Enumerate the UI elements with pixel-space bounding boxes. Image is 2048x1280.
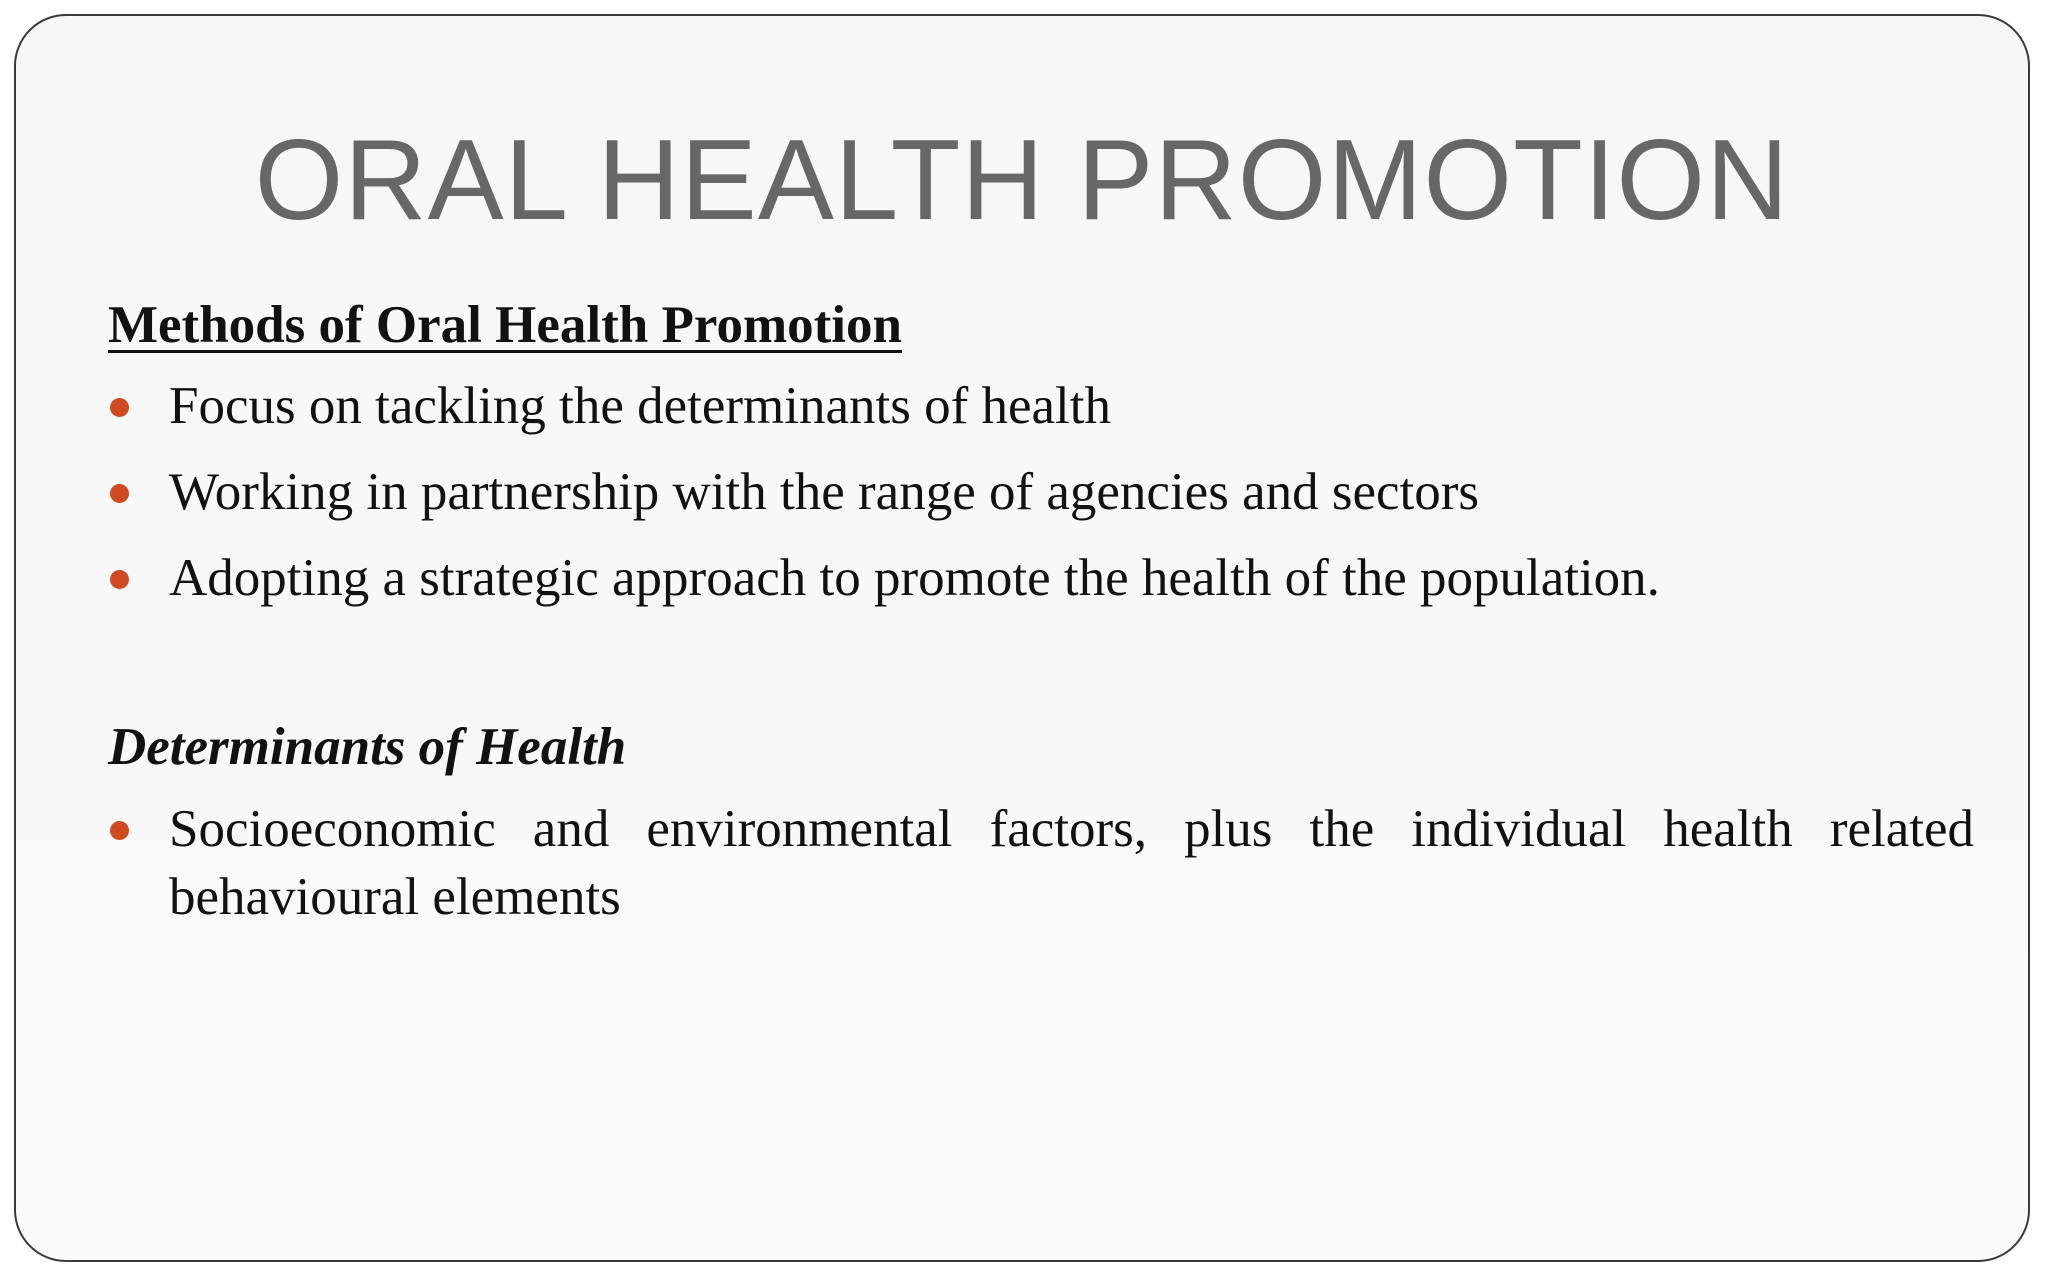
slide-content (108, 296, 1974, 931)
bullet-dot-icon (110, 484, 129, 503)
determinants-bullet-list (108, 795, 1974, 931)
bullet-item (108, 544, 1958, 612)
section-heading-methods: Methods of Oral Health Promotion (108, 296, 902, 354)
section-heading-determinants: Determinants of Health (108, 718, 627, 777)
bullet-text: Focus on tackling the determinants of health (169, 377, 1111, 436)
bullet-text: Working in partnership with the range of agencies and sectors (169, 463, 1480, 522)
bullet-text: Socioeconomic and environmental factors, plus the individual health related behavioural elements (169, 799, 1974, 926)
slide (14, 14, 2030, 1262)
bullet-item (108, 372, 1958, 440)
bullet-item (108, 458, 1958, 526)
bullet-dot-icon (110, 821, 129, 840)
bullet-dot-icon (110, 570, 129, 589)
bullet-item (108, 795, 1974, 931)
slide-title: ORAL HEALTH PROMOTION (254, 117, 1790, 244)
bullet-dot-icon (110, 398, 129, 417)
bullet-text: Adopting a strategic approach to promote the health of the population. (169, 549, 1660, 608)
methods-bullet-list (108, 372, 1958, 612)
